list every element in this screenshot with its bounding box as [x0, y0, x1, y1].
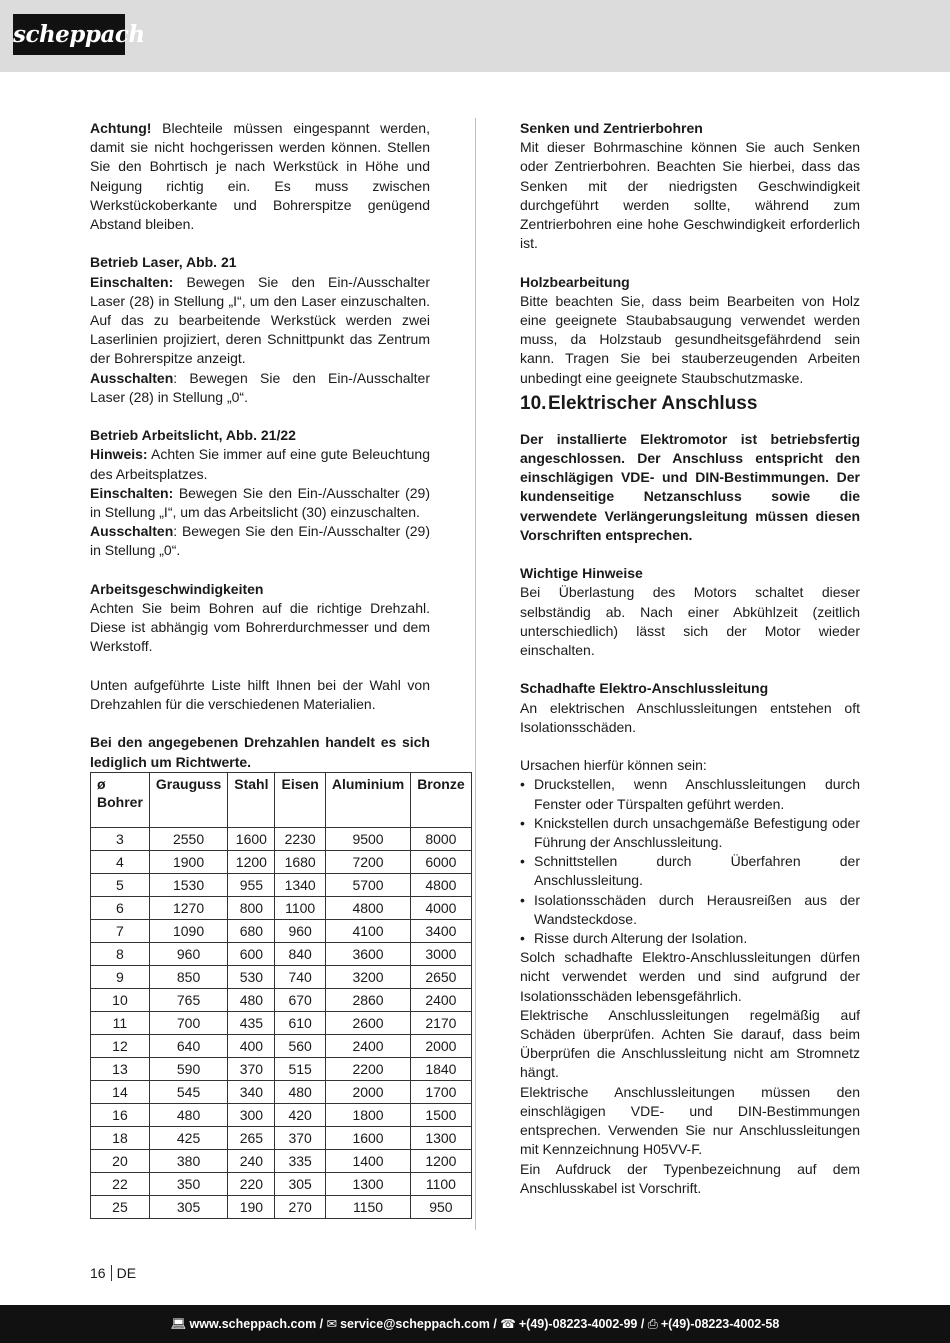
table-cell: 1090	[149, 920, 227, 943]
light-on-text: Bewegen Sie den Ein-/Ausschalter (29) in Stellung „I“, um das Arbeitslicht (30) einzuschalten.	[90, 484, 430, 521]
standards-paragraph: Elektrische Anschlussleitungen müssen den einschlägigen VDE- und DIN-Bestimmungen entsprechen. Verwenden Sie nur Anschlussleitungen mit Kennzeichnung H05VV-F.	[520, 1083, 860, 1158]
page-number-separator	[111, 1265, 112, 1281]
table-cell: 480	[149, 1104, 227, 1127]
table-cell: 600	[228, 943, 275, 966]
laser-on-text: Bewegen Sie den Ein-/Ausschalter Laser (28) in Stellung „I“, um den Laser einzuschalten. Auf das zu bearbeitende Werkstück werden zwei Laserlinien projiziert, deren Schnittpunkt das Zentrum der Bohrerspitze anzeigt.	[90, 273, 430, 367]
table-row	[91, 1058, 472, 1081]
speed-table	[90, 772, 472, 1219]
table-cell: 670	[275, 989, 325, 1012]
table-cell: 10	[91, 989, 150, 1012]
check-paragraph: Elektrische Anschlussleitungen regelmäßig auf Schäden überprüfen. Achten Sie darauf, dass beim Überprüfen die Anschlussleitung nicht am Stromnetz hängt.	[520, 1006, 860, 1081]
table-cell: 480	[228, 989, 275, 1012]
hinweise-paragraph: Bei Überlastung des Motors schaltet dieser selbständig ab. Nach einer Abkühlzeit (zeitlich unterschiedlich) lässt sich der Motor wieder einschalten.	[520, 584, 860, 659]
laser-off-paragraph	[90, 369, 430, 407]
table-cell: 1840	[411, 1058, 471, 1081]
schad-heading-text: Schadhafte Elektro-Anschlussleitung	[520, 680, 769, 697]
table-cell: 1700	[411, 1081, 471, 1104]
table-cell: 545	[149, 1081, 227, 1104]
table-cell: 560	[275, 1035, 325, 1058]
page-footer	[0, 1305, 950, 1343]
table-cell: 8	[91, 943, 150, 966]
table-cell: 1100	[411, 1173, 471, 1196]
table-cell: 1150	[325, 1196, 410, 1219]
light-off-paragraph	[90, 522, 430, 560]
table-cell: 2600	[325, 1012, 410, 1035]
table-cell: 265	[228, 1127, 275, 1150]
table-cell: 4100	[325, 920, 410, 943]
table-cell: 420	[275, 1104, 325, 1127]
table-row	[91, 1173, 472, 1196]
table-cell: 2860	[325, 989, 410, 1012]
list-item: • Isolationsschäden durch Herausreißen aus der Wandsteckdose.	[520, 891, 860, 929]
laser-on-paragraph	[90, 273, 430, 369]
table-cell: 7	[91, 920, 150, 943]
ursachen-intro: Ursachen hierfür können sein:	[520, 757, 707, 774]
table-cell: 2000	[325, 1081, 410, 1104]
table-cell: 590	[149, 1058, 227, 1081]
table-cell: 2650	[411, 966, 471, 989]
holz-heading	[520, 273, 860, 292]
speed-table-header-row	[91, 773, 472, 828]
hinweise-heading	[520, 564, 860, 583]
table-cell: 425	[149, 1127, 227, 1150]
table-cell: 1500	[411, 1104, 471, 1127]
footer-fax: +(49)-08223-4002-58	[660, 1317, 780, 1331]
table-row	[91, 1104, 472, 1127]
table-row	[91, 851, 472, 874]
table-cell: 270	[275, 1196, 325, 1219]
hinweise-heading-text: Wichtige Hinweise	[520, 565, 643, 582]
left-column	[90, 119, 430, 772]
table-cell: 7200	[325, 851, 410, 874]
table-cell: 4	[91, 851, 150, 874]
col-header-iron: Eisen	[275, 773, 325, 828]
light-hint-text: Achten Sie immer auf eine gute Beleuchtung des Arbeitsplatzes.	[90, 446, 430, 482]
table-cell: 300	[228, 1104, 275, 1127]
senken-heading-text: Senken und Zentrierbohren	[520, 120, 703, 136]
speed-table-body	[91, 828, 472, 1219]
col-header-diameter: ø Bohrer	[91, 773, 150, 828]
table-cell: 950	[411, 1196, 471, 1219]
light-on-paragraph	[90, 484, 430, 522]
table-row	[91, 1127, 472, 1150]
table-cell: 1200	[411, 1150, 471, 1173]
table-cell: 1400	[325, 1150, 410, 1173]
light-off-label: Ausschalten	[90, 523, 174, 540]
table-cell: 800	[228, 897, 275, 920]
table-cell: 1100	[275, 897, 325, 920]
table-cell: 480	[275, 1081, 325, 1104]
footer-email[interactable]: service@scheppach.com	[340, 1317, 490, 1331]
page-number	[90, 1265, 136, 1281]
table-cell: 960	[149, 943, 227, 966]
footer-separator: /	[316, 1317, 327, 1331]
table-row	[91, 1012, 472, 1035]
table-cell: 190	[228, 1196, 275, 1219]
col-header-bronze: Bronze	[411, 773, 471, 828]
light-heading-text: Betrieb Arbeitslicht, Abb. 21/22	[90, 427, 296, 444]
table-cell: 1600	[325, 1127, 410, 1150]
table-row	[91, 920, 472, 943]
col-header-steel: Stahl	[228, 773, 275, 828]
light-hint-label: Hinweis:	[90, 446, 148, 463]
table-cell: 2230	[275, 828, 325, 851]
achtung-paragraph	[90, 119, 430, 234]
table-cell: 2200	[325, 1058, 410, 1081]
table-cell: 515	[275, 1058, 325, 1081]
table-cell: 305	[275, 1173, 325, 1196]
imprint-paragraph: Ein Aufdruck der Typenbezeichnung auf dem Anschlusskabel ist Vorschrift.	[520, 1160, 860, 1196]
laser-off-text: : Bewegen Sie den Ein-/Ausschalter Laser (28) in Stellung „0“.	[90, 369, 430, 405]
table-cell: 640	[149, 1035, 227, 1058]
table-cell: 3	[91, 828, 150, 851]
table-cell: 765	[149, 989, 227, 1012]
footer-website[interactable]: www.scheppach.com	[189, 1317, 317, 1331]
senken-paragraph: Mit dieser Bohrmaschine können Sie auch Senken oder Zentrierbohren. Beachten Sie hierbei, dass das Senken mit der niedrigsten Geschwindigkeit durchgeführt werden sollte, während zum Zentrierbohren eine hohe Geschwindigkeit erforderlich ist.	[520, 139, 860, 252]
table-cell: 610	[275, 1012, 325, 1035]
table-cell: 400	[228, 1035, 275, 1058]
schad-paragraph: An elektrischen Anschlussleitungen entstehen oft Isolationsschäden.	[520, 699, 860, 735]
table-cell: 350	[149, 1173, 227, 1196]
page-number-value: 16	[90, 1265, 106, 1281]
table-cell: 305	[149, 1196, 227, 1219]
list-paragraph: Unten aufgeführte Liste hilft Ihnen bei der Wahl von Drehzahlen für die verschiedenen Materialien.	[90, 676, 430, 713]
table-cell: 220	[228, 1173, 275, 1196]
footer-separator: /	[637, 1317, 648, 1331]
table-cell: 955	[228, 874, 275, 897]
light-heading	[90, 426, 430, 445]
table-cell: 2000	[411, 1035, 471, 1058]
table-cell: 4000	[411, 897, 471, 920]
table-row	[91, 943, 472, 966]
right-column	[520, 119, 860, 1198]
light-hint-paragraph	[90, 445, 430, 483]
table-cell: 370	[275, 1127, 325, 1150]
table-row	[91, 989, 472, 1012]
table-cell: 2170	[411, 1012, 471, 1035]
phone-icon: ☎︎	[500, 1317, 516, 1331]
section-title-text: Elektrischer Anschluss	[548, 392, 758, 414]
table-cell: 850	[149, 966, 227, 989]
table-cell: 6000	[411, 851, 471, 874]
page-language: DE	[116, 1265, 137, 1281]
table-cell: 1530	[149, 874, 227, 897]
table-cell: 2550	[149, 828, 227, 851]
table-cell: 740	[275, 966, 325, 989]
table-cell: 3600	[325, 943, 410, 966]
danger-paragraph: Solch schadhafte Elektro-Anschlussleitungen dürfen nicht verwendet werden und sind aufgrund der Isolationsschäden lebensgefährlich.	[520, 949, 860, 1004]
table-cell: 1600	[228, 828, 275, 851]
table-cell: 1680	[275, 851, 325, 874]
table-cell: 680	[228, 920, 275, 943]
fax-icon: ⎙	[647, 1317, 658, 1331]
list-item: • Risse durch Alterung der Isolation.	[520, 929, 860, 948]
table-cell: 22	[91, 1173, 150, 1196]
table-cell: 1900	[149, 851, 227, 874]
table-cell: 8000	[411, 828, 471, 851]
table-cell: 700	[149, 1012, 227, 1035]
electric-intro	[520, 430, 860, 545]
table-cell: 1340	[275, 874, 325, 897]
section-title	[520, 392, 860, 416]
table-cell: 4800	[325, 897, 410, 920]
table-cell: 370	[228, 1058, 275, 1081]
achtung-label: Achtung!	[90, 120, 152, 136]
speed-paragraph: Achten Sie beim Bohren auf die richtige Drehzahl. Diese ist abhängig vom Bohrerdurchmesser und dem Werkstoff.	[90, 600, 430, 655]
table-cell: 9500	[325, 828, 410, 851]
table-row	[91, 1196, 472, 1219]
laser-heading	[90, 253, 430, 272]
table-cell: 4800	[411, 874, 471, 897]
table-cell: 960	[275, 920, 325, 943]
table-cell: 840	[275, 943, 325, 966]
list-item: • Druckstellen, wenn Anschlussleitungen durch Fenster oder Türspalten geführt werden.	[520, 775, 860, 813]
holz-paragraph: Bitte beachten Sie, dass beim Bearbeiten von Holz eine geeignete Staubabsaugung verwendet werden muss, da Holzstaub gesundheitsgefährdend sein kann. Tragen Sie bei stauberzeugenden Arbeiten unbedingt eine geeignete Staubschutzmaske.	[520, 292, 860, 386]
laser-off-label: Ausschalten	[90, 369, 174, 386]
table-cell: 18	[91, 1127, 150, 1150]
holz-heading-text: Holzbearbeitung	[520, 273, 630, 290]
table-cell: 16	[91, 1104, 150, 1127]
table-cell: 1300	[325, 1173, 410, 1196]
mail-icon: ✉︎	[326, 1317, 338, 1331]
table-cell: 335	[275, 1150, 325, 1173]
table-cell: 9	[91, 966, 150, 989]
laser-heading-text: Betrieb Laser, Abb. 21	[90, 254, 237, 271]
table-cell: 435	[228, 1012, 275, 1035]
table-cell: 240	[228, 1150, 275, 1173]
column-divider	[475, 118, 476, 1230]
table-cell: 5	[91, 874, 150, 897]
table-row	[91, 1035, 472, 1058]
light-on-label: Einschalten:	[90, 484, 174, 501]
senken-heading	[520, 119, 860, 138]
light-off-text: : Bewegen Sie den Ein-/Ausschalter (29) in Stellung „0“.	[90, 523, 430, 559]
table-row	[91, 874, 472, 897]
table-cell: 14	[91, 1081, 150, 1104]
section-number: 10.	[520, 392, 547, 414]
page-header	[0, 0, 950, 72]
ursachen-list	[520, 775, 860, 948]
table-cell: 13	[91, 1058, 150, 1081]
table-row	[91, 897, 472, 920]
table-cell: 1270	[149, 897, 227, 920]
list-item: • Schnittstellen durch Überfahren der Anschlussleitung.	[520, 852, 860, 890]
table-row	[91, 1081, 472, 1104]
computer-icon: 💻︎	[170, 1317, 187, 1331]
table-cell: 530	[228, 966, 275, 989]
brand-logo: scheppach	[13, 14, 125, 55]
table-cell: 25	[91, 1196, 150, 1219]
table-cell: 1800	[325, 1104, 410, 1127]
table-cell: 340	[228, 1081, 275, 1104]
table-cell: 5700	[325, 874, 410, 897]
electric-intro-text: Der installierte Elektromotor ist betriebsfertig angeschlossen. Der Anschluss entspricht den einschlägigen VDE- und DIN-Bestimmungen. Der kundenseitige Netzanschluss sowie die verwendete Verlängerungsleitung müssen diesen Vorschriften entsprechen.	[520, 430, 860, 543]
table-row	[91, 828, 472, 851]
table-cell: 3400	[411, 920, 471, 943]
table-cell: 6	[91, 897, 150, 920]
achtung-text: Blechteile müssen eingespannt werden, damit sie nicht hochgerissen werden können. Stellen Sie den Bohrtisch je nach Werkstück in Höhe und Neigung richtig ein. Es muss zwischen Werkstückoberkante und Bohrerspitze genügend Abstand bleiben.	[90, 120, 430, 233]
footer-separator: /	[489, 1317, 501, 1331]
table-row	[91, 966, 472, 989]
laser-on-label: Einschalten:	[90, 273, 174, 290]
table-cell: 3000	[411, 943, 471, 966]
speed-heading	[90, 580, 430, 599]
col-header-cast-iron: Grauguss	[149, 773, 227, 828]
guide-values-note	[90, 733, 430, 771]
table-cell: 11	[91, 1012, 150, 1035]
footer-phone: +(49)-08223-4002-99	[518, 1317, 638, 1331]
table-cell: 1200	[228, 851, 275, 874]
list-item: • Knickstellen durch unsachgemäße Befestigung oder Führung der Anschlussleitung.	[520, 814, 860, 852]
table-cell: 12	[91, 1035, 150, 1058]
schad-heading	[520, 679, 860, 698]
table-cell: 20	[91, 1150, 150, 1173]
speed-heading-text: Arbeitsgeschwindigkeiten	[90, 580, 264, 597]
table-cell: 3200	[325, 966, 410, 989]
guide-values-note-text: Bei den angegebenen Drehzahlen handelt es sich lediglich um Richtwerte.	[90, 734, 430, 770]
table-cell: 2400	[325, 1035, 410, 1058]
col-header-aluminium: Aluminium	[325, 773, 410, 828]
table-row	[91, 1150, 472, 1173]
table-cell: 1300	[411, 1127, 471, 1150]
table-cell: 380	[149, 1150, 227, 1173]
table-cell: 2400	[411, 989, 471, 1012]
